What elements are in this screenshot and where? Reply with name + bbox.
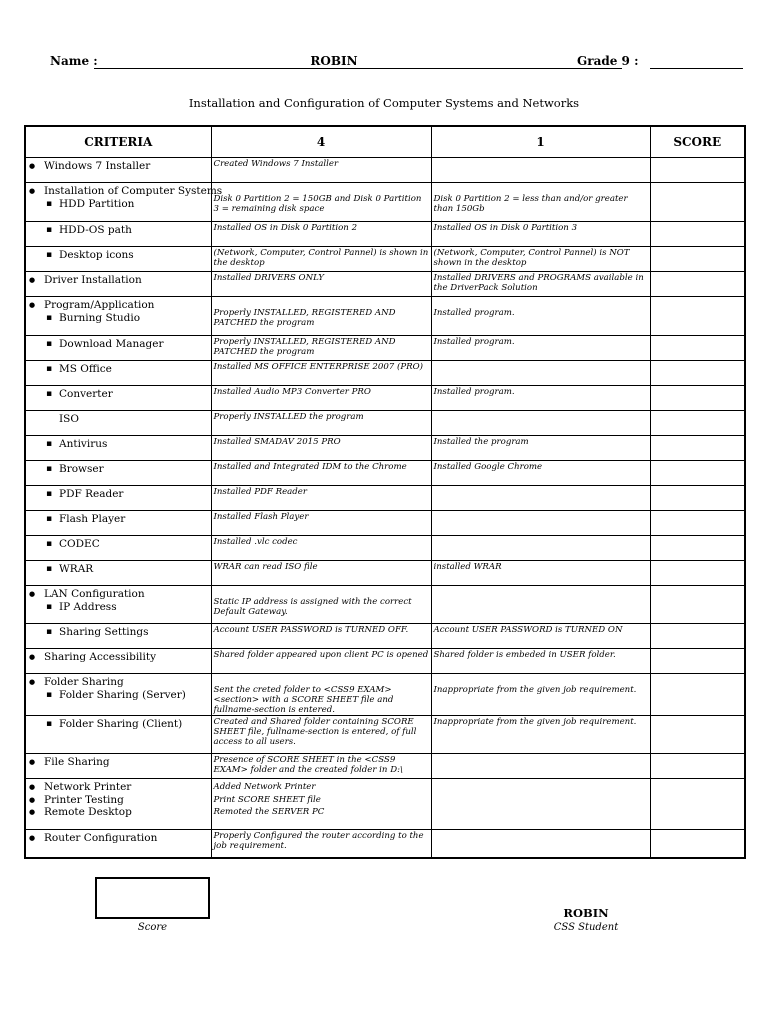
criteria-item: ● Sharing Accessibility	[29, 651, 208, 664]
score-cell[interactable]	[650, 511, 745, 536]
criteria-1-cell	[431, 247, 650, 272]
criteria-1-cell	[431, 486, 650, 511]
criteria-1-cell	[431, 536, 650, 561]
criteria-cell	[25, 511, 211, 536]
score-cell[interactable]	[650, 754, 745, 779]
student-name: ROBIN	[563, 906, 609, 920]
criteria-cell	[25, 158, 211, 183]
score-cell[interactable]	[650, 649, 745, 674]
criteria-item: ● Network Printer	[29, 781, 208, 794]
criteria-4-cell	[211, 561, 431, 586]
criteria-cell	[25, 649, 211, 674]
criteria-4-cell	[211, 297, 431, 336]
table-row	[25, 754, 745, 779]
criteria-1-text: Disk 0 Partition 2 = less than and/or greater than 150Gb	[433, 194, 628, 214]
criteria-1-cell	[431, 674, 650, 716]
table-row	[25, 336, 745, 361]
criteria-4-line: Remoted the SERVER PC	[213, 807, 325, 818]
criteria-1-text: Installed DRIVERS and PROGRAMS available in the DriverPack Solution	[433, 273, 644, 293]
criteria-4-text: Properly Configured the router according to the job requirement.	[213, 831, 424, 852]
criteria-cell	[25, 436, 211, 461]
criteria-cell	[25, 674, 211, 716]
criteria-1-text: Installed program.	[433, 337, 515, 347]
criteria-subitem: ▪ Flash Player	[29, 513, 208, 526]
table-row	[25, 586, 745, 624]
criteria-1-cell	[431, 511, 650, 536]
score-cell[interactable]	[650, 247, 745, 272]
table-row	[25, 158, 745, 183]
criteria-4-text: Created Windows 7 Installer	[213, 159, 339, 169]
criteria-4-cell	[211, 624, 431, 649]
criteria-item: ● Remote Desktop	[29, 806, 208, 819]
criteria-1-text: Installed the program	[433, 437, 529, 447]
grade-underline	[650, 68, 743, 69]
criteria-4-cell	[211, 436, 431, 461]
criteria-subitem: ▪ Folder Sharing (Server)	[29, 689, 208, 702]
criteria-4-cell	[211, 779, 431, 830]
criteria-4-cell	[211, 272, 431, 297]
score-cell[interactable]	[650, 297, 745, 336]
score-cell[interactable]	[650, 183, 745, 222]
criteria-4-text: Sent the creted folder to <CSS9 EXAM> <section> with a SCORE SHEET file and fullname-section is entered.	[213, 685, 394, 715]
criteria-cell	[25, 361, 211, 386]
score-cell[interactable]	[650, 674, 745, 716]
criteria-1-text: Inappropriate from the given job requirement.	[433, 685, 637, 695]
header	[50, 54, 750, 70]
criteria-1-cell	[431, 336, 650, 361]
criteria-4-cell	[211, 536, 431, 561]
criteria-subitem: ▪ HDD-OS path	[29, 224, 208, 237]
rubric-body	[25, 158, 745, 858]
criteria-1-text	[434, 588, 648, 598]
criteria-4-text: WRAR can read ISO file	[213, 562, 318, 572]
student-role: CSS Student	[553, 922, 619, 933]
criteria-4-text: Installed and Integrated IDM to the Chrome	[213, 462, 407, 472]
criteria-cell	[25, 486, 211, 511]
table-row	[25, 361, 745, 386]
name-value: ROBIN	[310, 54, 358, 68]
criteria-4-text: Installed OS in Disk 0 Partition 2	[213, 223, 358, 233]
criteria-4-text: Installed PDF Reader	[213, 487, 307, 497]
criteria-subitem: ▪ Desktop icons	[29, 249, 208, 262]
criteria-1-cell	[431, 297, 650, 336]
criteria-4-cell	[211, 674, 431, 716]
table-row	[25, 624, 745, 649]
criteria-item: ● Router Configuration	[29, 832, 208, 845]
criteria-4-text: Installed Flash Player	[213, 512, 309, 522]
criteria-cell	[25, 586, 211, 624]
criteria-1-cell	[431, 411, 650, 436]
score-cell[interactable]	[650, 411, 745, 436]
score-cell[interactable]	[650, 386, 745, 411]
criteria-1-cell	[431, 779, 650, 830]
criteria-4-text: Installed .vlc codec	[213, 537, 298, 547]
criteria-subitem: ▪ Antivirus	[29, 438, 208, 451]
table-row	[25, 716, 745, 754]
criteria-cell	[25, 336, 211, 361]
criteria-1-cell	[431, 461, 650, 486]
table-row	[25, 272, 745, 297]
table-row	[25, 247, 745, 272]
name-label: Name :	[50, 54, 98, 68]
criteria-1-text: (Network, Computer, Control Pannel) is NOT shown in the desktop	[433, 248, 630, 268]
criteria-item: ● Program/Application	[29, 299, 208, 312]
criteria-4-text: Static IP address is assigned with the correct Default Gateway.	[213, 597, 412, 617]
criteria-1-cell	[431, 222, 650, 247]
criteria-1-cell	[431, 716, 650, 754]
column-header-score: SCORE	[650, 126, 745, 158]
criteria-subitem: ▪ HDD Partition	[29, 198, 208, 211]
score-box	[95, 877, 210, 919]
criteria-4-text: Shared folder appeared upon client PC is opened	[213, 650, 429, 660]
criteria-4-text: Installed SMADAV 2015 PRO	[213, 437, 341, 447]
score-cell[interactable]	[650, 361, 745, 386]
criteria-4-text: Presence of SCORE SHEET in the <CSS9 EXAM> folder and the created folder in D:\	[213, 755, 403, 776]
score-label: Score	[137, 922, 168, 933]
criteria-subitem: ▪ WRAR	[29, 563, 208, 576]
table-row	[25, 674, 745, 716]
criteria-4-cell	[211, 386, 431, 411]
criteria-4-cell	[211, 411, 431, 436]
grade-label: Grade 9 :	[577, 54, 639, 68]
criteria-4-text: Properly INSTALLED the program	[213, 412, 364, 422]
criteria-1-cell	[431, 754, 650, 779]
criteria-4-text: (Network, Computer, Control Pannel) is shown in the desktop	[213, 248, 429, 268]
criteria-1-cell	[431, 272, 650, 297]
column-header-4: 4	[211, 126, 431, 158]
score-cell[interactable]	[650, 561, 745, 586]
criteria-1-cell	[431, 624, 650, 649]
score-cell[interactable]	[650, 222, 745, 247]
criteria-1-text: Shared folder is embeded in USER folder.	[433, 650, 616, 660]
criteria-1-cell	[431, 361, 650, 386]
criteria-item: ● File Sharing	[29, 756, 208, 769]
score-cell[interactable]	[650, 461, 745, 486]
table-row	[25, 779, 745, 830]
criteria-4-text: Installed MS OFFICE ENTERPRISE 2007 (PRO)	[213, 362, 424, 372]
table-row	[25, 561, 745, 586]
document-title: Installation and Configuration of Computer Systems and Networks	[188, 96, 580, 110]
score-cell[interactable]	[650, 158, 745, 183]
criteria-subitem: ▪ Browser	[29, 463, 208, 476]
criteria-4-cell	[211, 336, 431, 361]
score-cell[interactable]	[650, 586, 745, 624]
score-cell[interactable]	[650, 336, 745, 361]
criteria-4-cell	[211, 183, 431, 222]
criteria-1-text: Installed OS in Disk 0 Partition 3	[433, 223, 578, 233]
criteria-cell	[25, 716, 211, 754]
score-cell[interactable]	[650, 779, 745, 830]
criteria-4-text: Properly INSTALLED, REGISTERED AND PATCHED the program	[213, 308, 396, 328]
table-row	[25, 436, 745, 461]
criteria-4-cell	[211, 511, 431, 536]
criteria-cell	[25, 272, 211, 297]
criteria-4-cell	[211, 830, 431, 858]
criteria-cell	[25, 624, 211, 649]
criteria-4-text: Installed DRIVERS ONLY	[213, 273, 324, 283]
criteria-4-cell	[211, 158, 431, 183]
criteria-item: ● Printer Testing	[29, 794, 208, 807]
criteria-1-cell	[431, 649, 650, 674]
criteria-4-text: Installed Audio MP3 Converter PRO	[213, 387, 371, 397]
table-row	[25, 183, 745, 222]
criteria-1-cell	[431, 561, 650, 586]
criteria-1-cell	[431, 386, 650, 411]
criteria-cell	[25, 183, 223, 222]
score-cell[interactable]	[650, 536, 745, 561]
table-row	[25, 411, 745, 436]
criteria-subitem: ▪ Sharing Settings	[29, 626, 208, 639]
criteria-item: ● Windows 7 Installer	[29, 160, 208, 173]
table-row	[25, 461, 745, 486]
criteria-4-cell	[211, 461, 431, 486]
criteria-1-cell	[431, 830, 650, 858]
criteria-subitem: ISO	[59, 413, 79, 425]
criteria-4-cell	[211, 247, 431, 272]
score-cell[interactable]	[650, 830, 745, 858]
criteria-4-text: Created and Shared folder containing SCORE SHEET file, fullname-section is entered, of full access to all users.	[213, 717, 417, 747]
criteria-4-text: Disk 0 Partition 2 = 150GB and Disk 0 Partition 3 = remaining disk space	[213, 194, 422, 214]
criteria-cell	[25, 461, 211, 486]
criteria-subitem: ▪ Download Manager	[29, 338, 208, 351]
score-cell[interactable]	[650, 624, 745, 649]
criteria-4-cell	[211, 486, 431, 511]
criteria-4-cell	[211, 754, 431, 779]
criteria-cell	[25, 297, 211, 336]
table-row	[25, 297, 745, 336]
criteria-cell	[25, 411, 211, 436]
criteria-subitem: ▪ PDF Reader	[29, 488, 208, 501]
criteria-1-text: Installed Google Chrome	[433, 462, 543, 472]
table-header-row	[25, 126, 745, 158]
criteria-4-cell	[211, 716, 431, 754]
criteria-1-cell	[431, 158, 650, 183]
criteria-1-cell	[431, 183, 650, 222]
table-row	[25, 536, 745, 561]
criteria-4-cell	[211, 586, 431, 624]
column-header-criteria: CRITERIA	[25, 126, 211, 158]
criteria-4-cell	[211, 649, 431, 674]
criteria-1-text: installed WRAR	[433, 562, 502, 572]
table-row	[25, 830, 745, 858]
criteria-4-line: Print SCORE SHEET file	[213, 794, 321, 805]
table-row	[25, 649, 745, 674]
criteria-4-cell	[211, 222, 431, 247]
criteria-cell	[25, 779, 211, 830]
criteria-item: ● Driver Installation	[29, 274, 208, 287]
criteria-1-text: Installed program.	[433, 308, 515, 318]
criteria-subitem: ▪ Converter	[29, 388, 208, 401]
score-cell[interactable]	[650, 436, 745, 461]
name-underline	[94, 68, 622, 69]
table-row	[25, 486, 745, 511]
criteria-item: ● Installation of Computer Systems	[29, 185, 208, 198]
rubric-table	[24, 125, 746, 859]
table-row	[25, 511, 745, 536]
score-cell[interactable]	[650, 716, 745, 754]
criteria-1-text: Inappropriate from the given job requirement.	[433, 717, 637, 728]
criteria-1-cell	[431, 436, 650, 461]
criteria-cell	[25, 830, 211, 858]
criteria-cell	[25, 222, 211, 247]
criteria-cell	[25, 536, 211, 561]
criteria-4-text: Account USER PASSWORD is TURNED OFF.	[213, 625, 409, 635]
score-cell[interactable]	[650, 486, 745, 511]
criteria-4-text: Properly INSTALLED, REGISTERED AND PATCHED the program	[213, 337, 396, 357]
criteria-subitem: ▪ Burning Studio	[29, 312, 208, 325]
table-row	[25, 222, 745, 247]
criteria-subitem: ▪ CODEC	[29, 538, 208, 551]
criteria-cell	[25, 247, 211, 272]
criteria-4-line: Added Network Printer	[213, 782, 316, 793]
column-header-1: 1	[431, 126, 650, 158]
criteria-item: ● Folder Sharing	[29, 676, 208, 689]
criteria-1-cell	[431, 586, 650, 624]
criteria-subitem: ▪ Folder Sharing (Client)	[29, 718, 208, 731]
criteria-cell	[25, 754, 211, 779]
table-row	[25, 386, 745, 411]
criteria-subitem: ▪ IP Address	[29, 601, 208, 614]
criteria-cell	[25, 386, 211, 411]
score-cell[interactable]	[650, 272, 745, 297]
criteria-1-text: Installed program.	[433, 387, 515, 397]
criteria-4-cell	[211, 361, 431, 386]
criteria-1-text: Account USER PASSWORD is TURNED ON	[433, 625, 623, 635]
criteria-item: ● LAN Configuration	[29, 588, 208, 601]
criteria-subitem: ▪ MS Office	[29, 363, 208, 376]
criteria-cell	[25, 561, 211, 586]
